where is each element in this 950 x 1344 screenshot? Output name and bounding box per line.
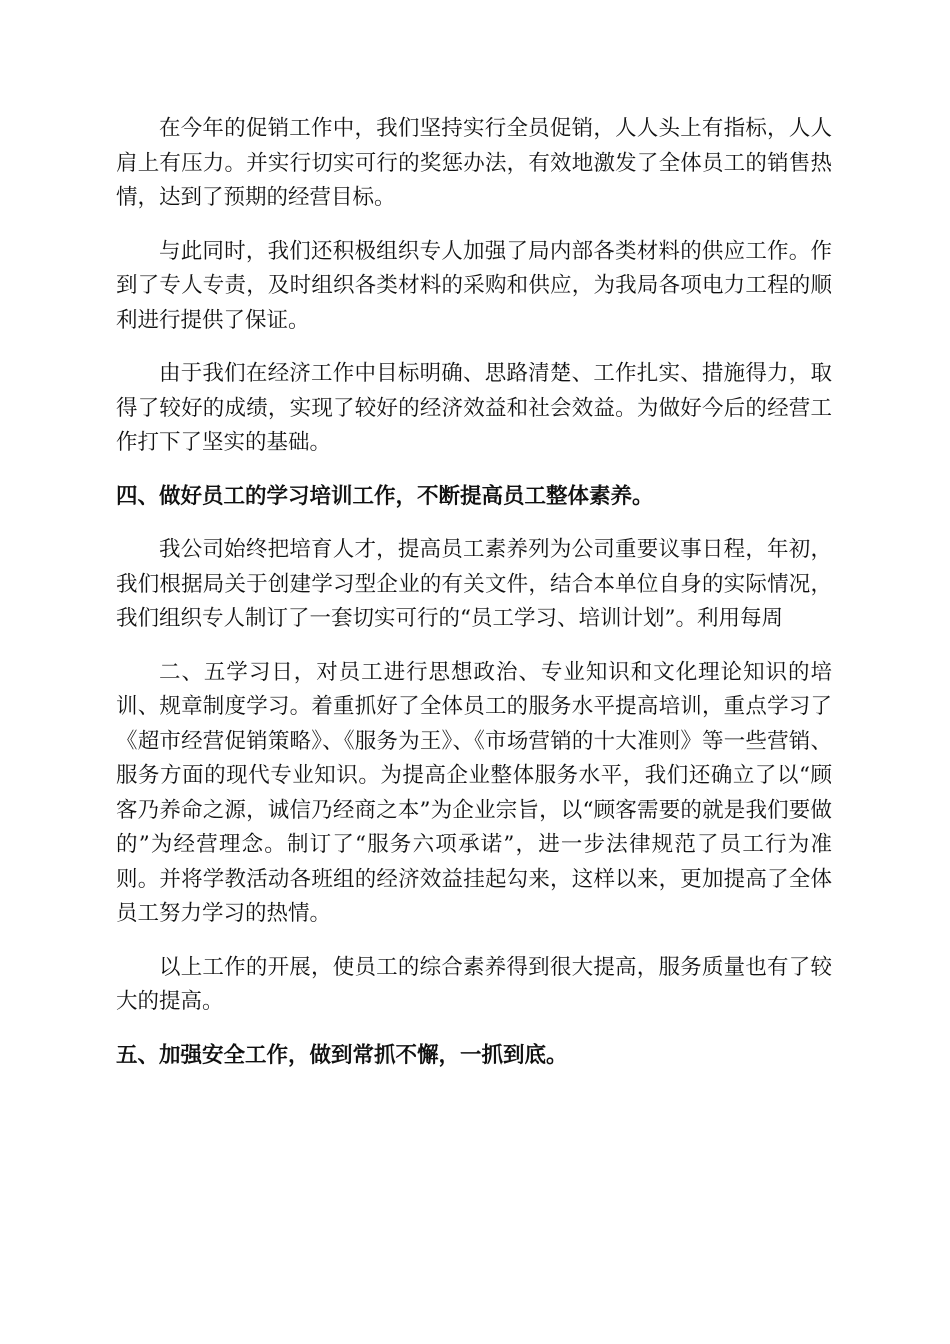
document-page — [116, 112, 832, 1092]
paragraph-material-supply: 与此同时，我们还积极组织专人加强了局内部各类材料的供应工作。作到了专人专责，及时组织各类材料的采购和供应，为我局各项电力工程的顺利进行提供了保证。 — [116, 238, 832, 333]
paragraph-training-outcome: 以上工作的开展，使员工的综合素养得到很大提高，服务质量也有了较大的提高。 — [116, 954, 832, 1014]
paragraph-study-days: 二、五学习日，对员工进行思想政治、专业知识和文化理论知识的培训、规章制度学习。着重抓好了全体员工的服务水平提高培训，重点学习了《超市经营促销策略》、《服务为王》、《市场营销的十大准则》等一些营销、服务方面的现代专业知识。为提高企业整体服务水平，我们还确立了以“顾客乃养命之源，诚信乃经商之本”为企业宗旨，以“顾客需要的就是我们要做的”为经营理念。制订了“服务六项承诺”，进一步法律规范了员工行为准则。并将学教活动各班组的经济效益挂起勾来，这样以来，更加提高了全体员工努力学习的热情。 — [116, 659, 832, 926]
paragraph-training-plan: 我公司始终把培育人才，提高员工素养列为公司重要议事日程，年初，我们根据局关于创建学习型企业的有关文件，结合本单位自身的实际情况，我们组织专人制订了一套切实可行的“员工学习、培训计划”。利用每周 — [116, 537, 832, 631]
section-heading-training: 四、做好员工的学习培训工作，不断提高员工整体素养。 — [116, 483, 654, 509]
paragraph-economic-results: 由于我们在经济工作中目标明确、思路清楚、工作扎实、措施得力，取得了较好的成绩，实现了较好的经济效益和社会效益。为做好今后的经营工作打下了坚实的基础。 — [116, 361, 832, 455]
paragraph-promotion: 在今年的促销工作中，我们坚持实行全员促销，人人头上有指标，人人肩上有压力。并实行切实可行的奖惩办法，有效地激发了全体员工的销售热情，达到了预期的经营目标。 — [116, 116, 832, 210]
section-heading-safety: 五、加强安全工作，做到常抓不懈，一抓到底。 — [116, 1042, 568, 1068]
